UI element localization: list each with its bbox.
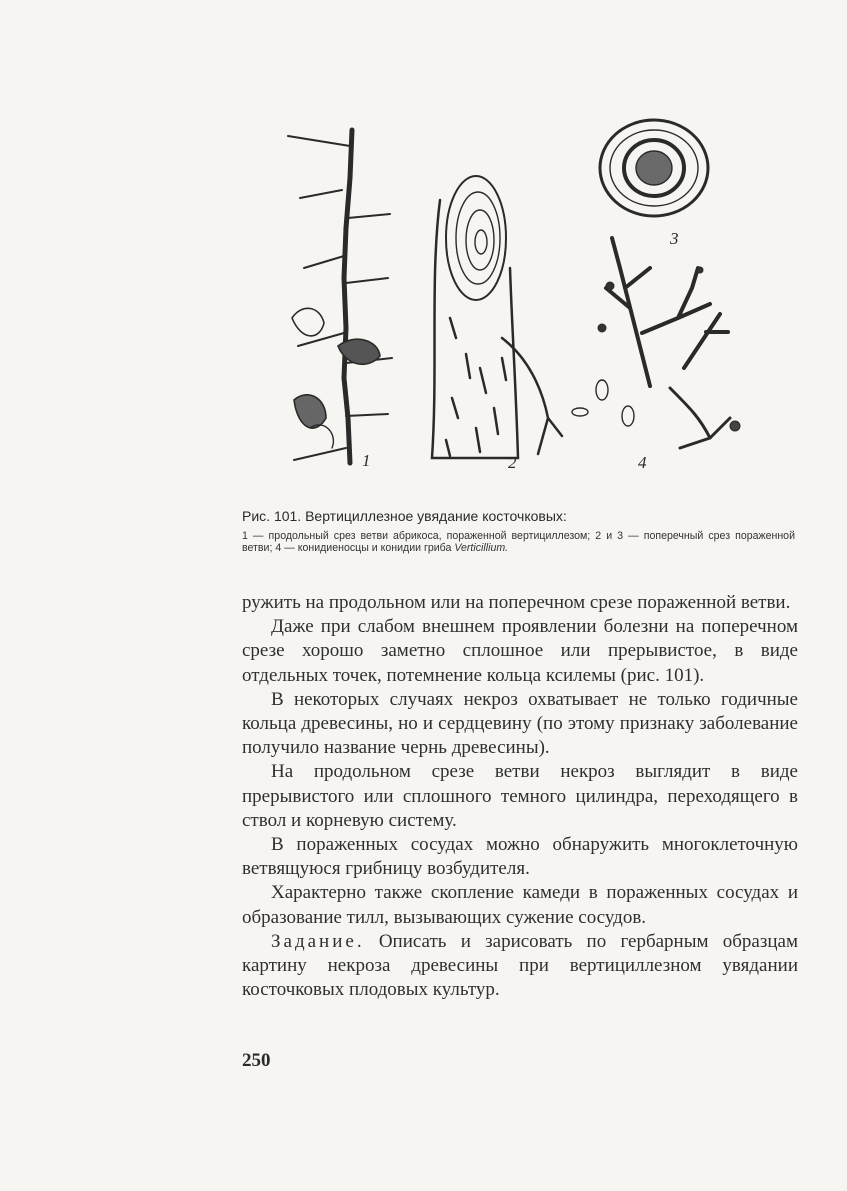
drawing-2-longitudinal-cut [432,176,562,458]
page-number: 250 [242,1050,271,1071]
figure-label-1: 1 [362,451,371,470]
paragraph-6: Характерно также скопление камеди в пораженных сосудах и образование тилл, вызывающих сужение сосудов. [242,882,798,928]
paragraph-4: На продольном срезе ветви некроз выглядит в виде прерывистого или сплошного темного цилиндра, переходящего в ствол и корневую систему. [242,761,798,831]
paragraph-5: В пораженных сосудах можно обнаружить многоклеточную ветвящуюся грибницу возбудителя. [242,834,798,880]
figure-illustration [280,118,760,480]
figure-caption-title: Рис. 101. Вертициллезное увядание косточковых: [242,508,567,524]
drawing-3-cross-section [600,120,708,216]
paragraph-3: В некоторых случаях некроз охватывает не только годичные кольца древесины, но и сердцевину (по этому признаку заболевание получило название чернь древесины). [242,688,798,759]
paragraph-2: Даже при слабом внешнем проявлении болезни на поперечном срезе хорошо заметно сплошное или прерывистое, в виде отдельных точек, потемнение кольца ксилемы (рис. 101). [242,616,798,686]
paragraph-1: ружить на продольном или на поперечном срезе пораженной ветви. [242,592,791,613]
paragraph-7 [242,930,798,1003]
caption-text: 1 — продольный срез ветви абрикоса, пораженной вертициллезом; 2 и 3 — поперечный срез пораженной ветви; 4 — конидиеносцы и конидии гриба [242,530,795,554]
figure-caption-body [242,531,795,554]
drawing-4-conidiophores [572,238,740,448]
task-text: Описать и зарисовать по гербарным образцам картину некроза древесины при вертициллезном увядании косточковых плодовых культур. [242,930,798,1001]
figure-label-2: 2 [508,453,517,472]
figure-label-4: 4 [638,453,647,472]
caption-genus: Verticillium. [454,541,509,554]
body-text [242,591,798,1002]
task-label: Задание. [271,930,365,952]
figure-101 [280,118,760,480]
figure-label-3: 3 [670,229,679,248]
drawing-1-branch [288,130,392,463]
